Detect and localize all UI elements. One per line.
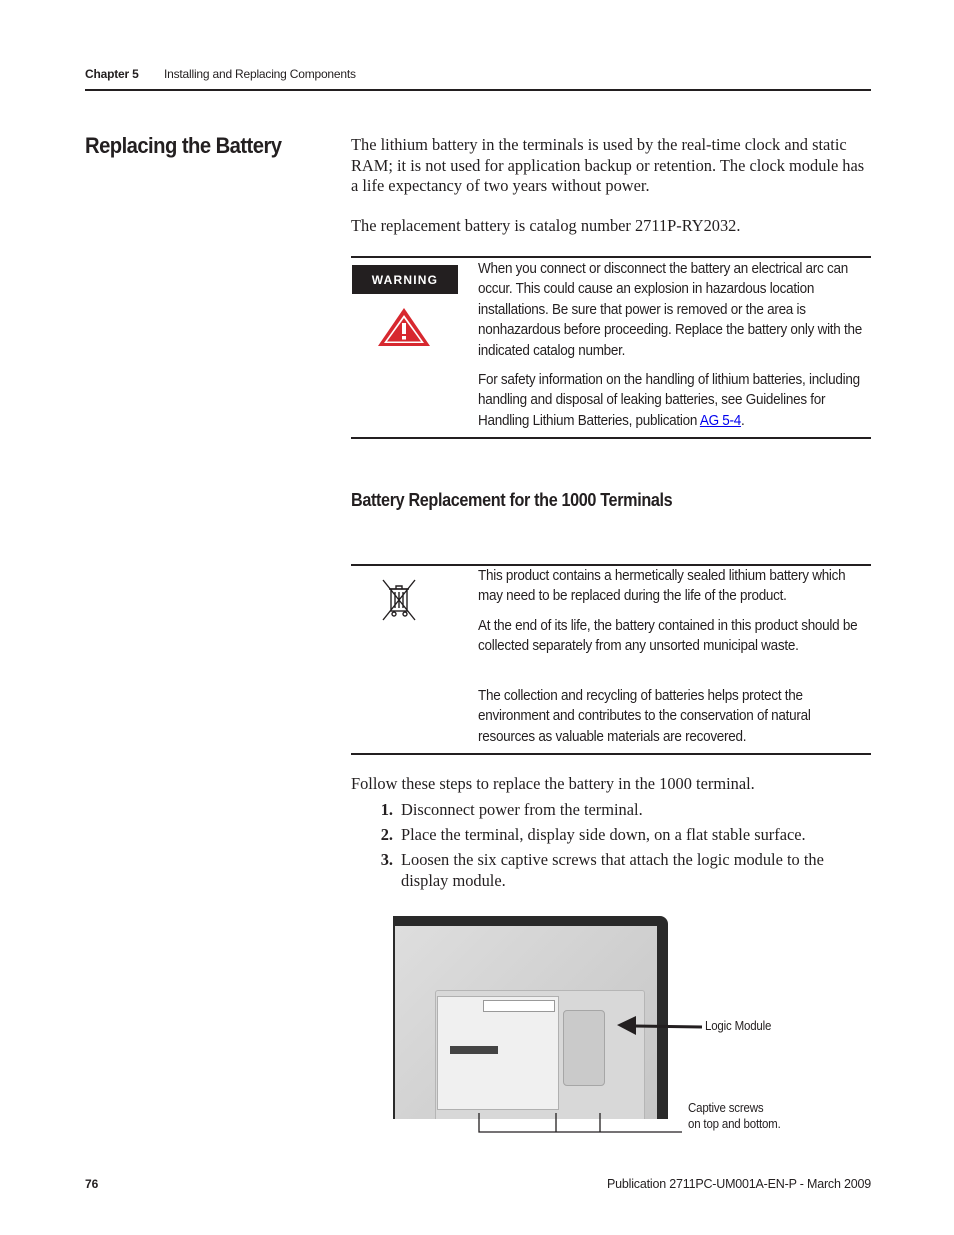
warning-safety-text-body: For safety information on the handling of lithium batteries, including handling and disposal of leaking batteries, see Guidelines for Handling Lithium Batteries, publication <box>478 371 860 429</box>
warning-bottom-rule <box>351 437 871 439</box>
step-number: 2. <box>380 825 393 844</box>
subsection-title: Battery Replacement for the 1000 Terminals <box>351 490 673 510</box>
callout-lines <box>390 1010 710 1140</box>
list-item <box>351 800 873 821</box>
list-item <box>351 825 873 846</box>
recycle-text-2: At the end of its life, the battery contained in this product should be collected separately from any unsorted municipal waste. <box>478 617 858 655</box>
step-text: Disconnect power from the terminal. <box>401 800 643 819</box>
list-item <box>351 850 873 891</box>
warning-label: WARNING <box>352 265 458 294</box>
publication-info: Publication 2711PC-UM001A-EN-P - March 2009 <box>607 1177 871 1191</box>
steps-intro: Follow these steps to replace the battery in the 1000 terminal. <box>351 774 755 793</box>
warning-safety-text <box>478 370 870 431</box>
recycle-bottom-rule <box>351 753 871 755</box>
ag-5-4-link[interactable]: AG 5-4 <box>699 411 742 429</box>
captive-screws-label <box>688 1100 781 1132</box>
warning-triangle-icon <box>376 306 432 353</box>
recycle-text-1: This product contains a hermetically sealed lithium battery which may need to be replaced during the life of the product. <box>478 567 846 605</box>
chapter-title: Installing and Replacing Components <box>164 67 356 81</box>
warning-safety-text-end: . <box>741 411 745 429</box>
intro-paragraph: The lithium battery in the terminals is used by the real-time clock and static RAM; it is not used for application backup or retention. The clock module has a life expectancy of two years without power. <box>351 135 865 195</box>
step-text: Place the terminal, display side down, on a flat stable surface. <box>401 825 806 844</box>
section-title: Replacing the Battery <box>85 133 282 158</box>
warning-top-rule <box>351 256 871 258</box>
catalog-paragraph: The replacement battery is catalog number 2711P-RY2032. <box>351 216 741 235</box>
page-number: 76 <box>85 1177 99 1191</box>
step-text: Loosen the six captive screws that attach the logic module to the display module. <box>401 850 824 890</box>
recycle-text-3: The collection and recycling of batteries helps protect the environment and contributes to the conservation of natural resources as valuable materials are recovered. <box>478 687 811 745</box>
captive-screws-label-line2: on top and bottom. <box>688 1117 781 1131</box>
chapter-label: Chapter 5 <box>85 67 139 81</box>
step-number: 1. <box>380 800 393 819</box>
crossed-bin-icon <box>380 577 418 628</box>
warning-text: When you connect or disconnect the battery an electrical arc can occur. This could cause an explosion in hazardous location installations. Be sure that power is removed or the area is nonhazardous before proceeding. Replace the battery only with the indicated catalog number. <box>478 260 862 359</box>
header-rule <box>85 89 871 91</box>
logic-module-label: Logic Module <box>705 1019 772 1033</box>
step-number: 3. <box>380 850 393 869</box>
captive-screws-label-line1: Captive screws <box>688 1101 764 1115</box>
